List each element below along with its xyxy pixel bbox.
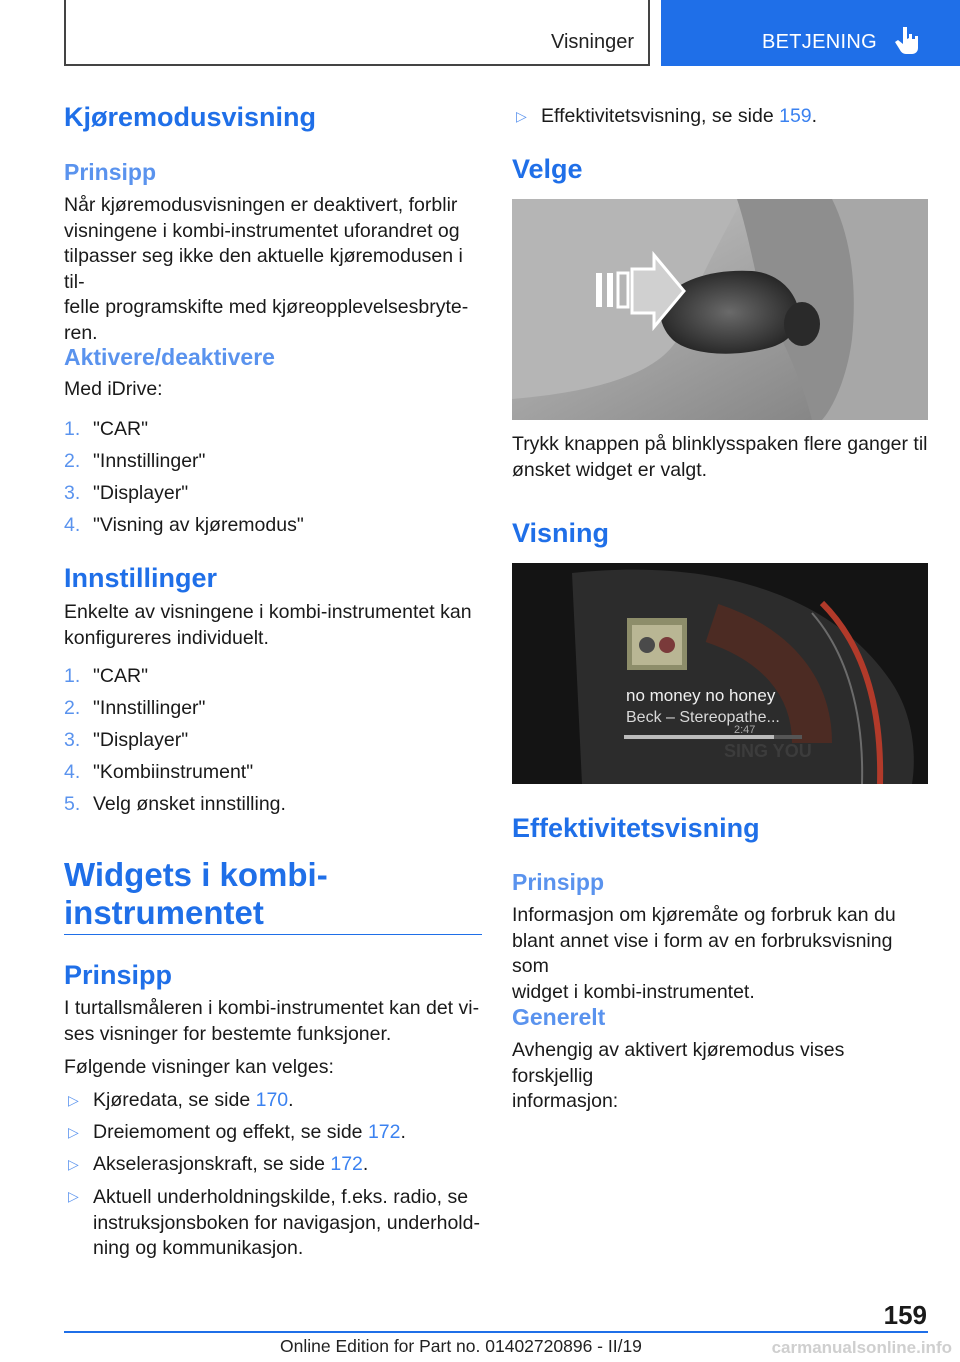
list-item: "Displayer" (93, 729, 189, 751)
list-item: Velg ønsket innstilling. (93, 793, 286, 815)
step-number: 5. (64, 793, 81, 815)
list-item: "CAR" (93, 665, 149, 687)
list-item: "Displayer" (93, 482, 189, 504)
turn-signal-stalk-illustration (512, 199, 928, 420)
step-number: 4. (64, 761, 81, 783)
edition-text: Online Edition for Part no. 01402720896 - II/19 (280, 1336, 642, 1356)
list-item: Dreiemoment og effekt, se side 172. (93, 1121, 406, 1143)
activate-steps-list (64, 418, 482, 548)
bullet-marker: ▷ (68, 1156, 79, 1172)
heading-activate: Aktivere/deaktivere (64, 344, 275, 370)
header-section-title: Visninger (550, 31, 634, 53)
header-chapter-tab (661, 0, 960, 66)
step-number: 2. (64, 697, 81, 719)
heading-general: Generelt (512, 1004, 606, 1030)
list-item: "Kombiinstrument" (93, 761, 254, 783)
track-artist: Beck – Stereopathe... (626, 709, 780, 726)
step-number: 3. (64, 729, 81, 751)
list-item: Akselerasjonskraft, se side 172. (93, 1153, 369, 1175)
header-chapter-title: BETJENING (762, 31, 877, 53)
track-title: no money no honey (626, 686, 776, 705)
efficiency-bullet (512, 105, 928, 135)
instrument-display-photo (512, 563, 928, 784)
footer-divider (64, 1331, 928, 1333)
heading-widgets: Widgets i kombi- instrumentet (64, 856, 328, 931)
list-item: Effektivitetsvisning, se side 159. (541, 105, 818, 127)
list-item: Kjøredata, se side 170. (93, 1089, 294, 1111)
step-number: 1. (64, 665, 81, 687)
list-item: Aktuell underholdningskilde, f.eks. radio, se instruksjonsboken for navigasjon, underhold- ning og kommunikasjon. (93, 1186, 480, 1259)
activate-intro: Med iDrive: (64, 378, 163, 400)
stalk-photo (512, 199, 928, 420)
heading-efficiency-display: Effektivitetsvisning (512, 813, 760, 843)
heading-display: Visning (512, 518, 610, 548)
efficiency-principle-text: Informasjon om kjøremåte og forbruk kan du blant annet vise i form av en forbruksvisning som widget i kombi-instrumentet. (512, 904, 896, 1003)
settings-text: Enkelte av visningene i kombi-instrumentet kan konfigureres individuelt. (64, 601, 472, 649)
step-number: 4. (64, 514, 81, 536)
heading-widgets-principle: Prinsipp (64, 960, 173, 990)
step-number: 1. (64, 418, 81, 440)
page-link[interactable]: 159 (779, 105, 812, 127)
heading-driving-mode-display: Kjøremodusvisning (64, 102, 317, 132)
heading-select: Velge (512, 154, 583, 184)
heading-settings: Innstillinger (64, 563, 218, 593)
watermark: carmanualsonline.info (771, 1338, 952, 1357)
heading-principle: Prinsipp (64, 159, 157, 185)
step-number: 3. (64, 482, 81, 504)
widgets-bullet-list (64, 1089, 482, 1269)
page-link[interactable]: 170 (255, 1089, 289, 1111)
page-link[interactable]: 172 (330, 1153, 363, 1175)
bullet-marker: ▷ (68, 1092, 79, 1108)
list-item: "Innstillinger" (93, 697, 206, 719)
page-link[interactable]: 172 (367, 1121, 401, 1143)
page-number: 159 (883, 1300, 927, 1330)
list-item: "CAR" (93, 418, 149, 440)
pointing-hand-icon (893, 25, 921, 55)
section-divider (64, 934, 482, 935)
select-text: Trykk knappen på blinklysspaken flere ganger til ønsket widget er valgt. (512, 433, 928, 481)
heading-efficiency-principle: Prinsipp (512, 869, 605, 895)
header-section-tab (64, 0, 650, 66)
track-time: 2:47 (734, 724, 756, 736)
list-item: "Visning av kjøremodus" (93, 514, 304, 536)
widgets-intro: Følgende visninger kan velges: (64, 1056, 334, 1078)
principle-text: Når kjøremodusvisningen er deaktivert, forblir visningene i kombi-instrumentet uforandret og tilpasser seg ikke den aktuelle kjøremodusen i til- felle programskifte med kjøreopplevelsesbryte- ren. (64, 194, 469, 344)
bullet-marker: ▷ (68, 1188, 79, 1204)
bullet-marker: ▷ (68, 1124, 79, 1140)
settings-steps-list (64, 665, 482, 830)
instrument-cluster-illustration (512, 563, 928, 784)
background-lettering: SING YOU (724, 741, 812, 761)
step-number: 2. (64, 450, 81, 472)
bullet-marker: ▷ (516, 108, 527, 124)
list-item: "Innstillinger" (93, 450, 206, 472)
widgets-text: I turtallsmåleren i kombi-instrumentet kan det vi- ses visninger for bestemte funksjoner. (64, 997, 480, 1045)
general-text: Avhengig av aktivert kjøremodus vises forskjellig informasjon: (512, 1039, 845, 1112)
